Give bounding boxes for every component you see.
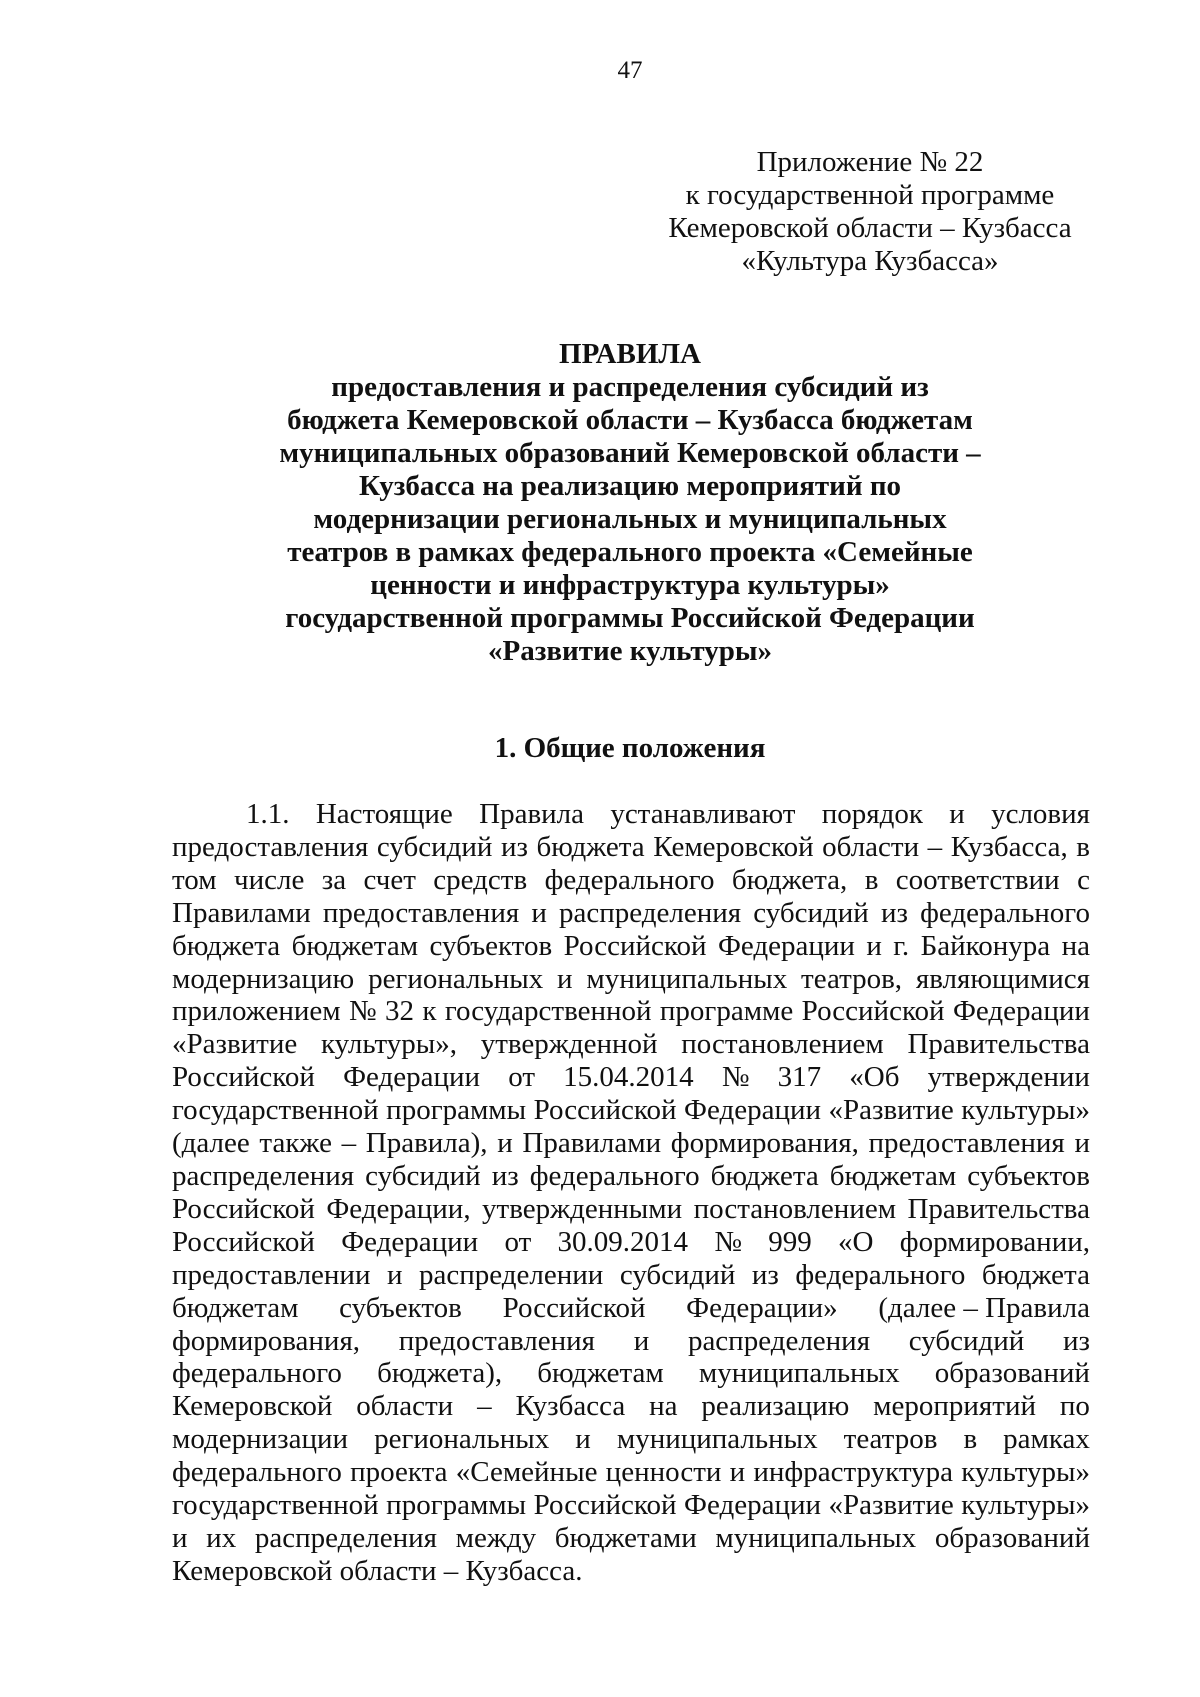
word: из: [1062, 1324, 1090, 1357]
word: к: [422, 995, 437, 1028]
word: из: [751, 1258, 779, 1291]
word: и: [949, 798, 965, 830]
word: региональных: [374, 1423, 550, 1456]
word: №: [348, 995, 377, 1028]
word: субъектов: [339, 1291, 462, 1324]
paragraph-line: [172, 1226, 1090, 1259]
word: Федерации»: [686, 1291, 838, 1324]
word: их: [206, 1521, 237, 1554]
word: федерального: [920, 896, 1090, 929]
word: Кузбасса,: [950, 830, 1068, 863]
word: предоставления: [172, 830, 369, 863]
word: распределении: [419, 1258, 604, 1291]
word: бюджета: [710, 1159, 819, 1192]
appendix-line: «Культура Кузбасса»: [741, 245, 999, 277]
word: модернизации: [172, 1423, 349, 1456]
word: формирования,: [172, 1324, 361, 1357]
word: Байконура: [920, 929, 1051, 962]
title-line: Кузбасса на реализацию мероприятий по: [358, 470, 902, 502]
paragraph-line: [172, 1061, 1090, 1094]
word: формирования,: [670, 1127, 859, 1160]
word: от: [508, 1061, 535, 1094]
word: Российской: [172, 1061, 315, 1094]
word: Правилами: [522, 1127, 662, 1160]
word: программе: [659, 995, 794, 1028]
word: культуры»: [961, 1456, 1090, 1489]
word: Федерации,: [326, 1192, 471, 1225]
title-line: государственной программы Российской Федерации: [285, 602, 975, 634]
word: реализацию: [701, 1390, 850, 1423]
word: субъектов: [429, 929, 553, 962]
paragraph-line: [172, 897, 1090, 930]
word: бюджетам: [829, 1159, 957, 1192]
word: из: [491, 1159, 519, 1192]
word: 317: [777, 1061, 822, 1094]
word: Кемеровской: [653, 830, 814, 863]
word: и: [866, 929, 882, 962]
word: распределения: [254, 1521, 437, 1554]
title-line: муниципальных образований Кемеровской области –: [279, 437, 981, 469]
word: культуры»: [961, 1489, 1090, 1522]
word: модернизацию: [172, 962, 355, 995]
word: субъектов: [967, 1159, 1090, 1192]
page-number: 47: [617, 57, 643, 84]
word: из: [500, 830, 528, 863]
paragraph-line: [172, 798, 1090, 831]
word: Федерации: [684, 1094, 822, 1127]
word: области: [822, 830, 920, 863]
word: федерального: [529, 1159, 700, 1192]
word: 15.04.2014: [563, 1061, 694, 1094]
word: в: [963, 1423, 978, 1456]
word: проекта: [350, 1456, 448, 1489]
word: по: [1059, 1390, 1090, 1423]
word: Российской: [172, 1192, 315, 1225]
word: 32: [385, 995, 414, 1028]
word: театров: [843, 1423, 938, 1456]
word: Российской: [533, 1489, 677, 1522]
word: с: [1077, 863, 1090, 896]
word: 1.1.: [246, 798, 290, 830]
title-heading: ПРАВИЛА: [559, 338, 701, 370]
word: порядок: [821, 798, 923, 830]
word: инфраструктура: [753, 1456, 953, 1489]
word: государственной: [172, 1489, 379, 1522]
word: бюджетам: [172, 1291, 299, 1324]
word: Российской: [533, 1094, 677, 1127]
word: государственной: [444, 995, 652, 1028]
word: предоставления: [398, 1324, 596, 1357]
word: и: [1074, 1127, 1090, 1160]
word: Федерации: [684, 1489, 822, 1522]
word: Кемеровской области – Кузбасса.: [172, 1554, 583, 1587]
word: бюджетам: [291, 929, 419, 962]
appendix-line: Кемеровской области – Кузбасса: [668, 212, 1072, 244]
appendix-block: [640, 146, 1100, 278]
word: рамках: [1003, 1423, 1090, 1456]
title-line: ценности и инфраструктура культуры»: [370, 569, 890, 601]
word: –: [477, 1390, 492, 1423]
word: и: [386, 1258, 403, 1291]
word: «О: [838, 1225, 874, 1258]
word: распределения: [172, 1159, 355, 1192]
paragraph-line: [172, 1555, 1090, 1588]
paragraph-line: [172, 1160, 1090, 1193]
word: федерального: [172, 1357, 342, 1390]
word: «Семейные: [455, 1456, 598, 1489]
word: субсидий: [365, 1159, 481, 1192]
paragraph-line: [172, 1357, 1090, 1390]
word: культуры»,: [320, 1028, 457, 1061]
paragraph-line: [172, 1259, 1090, 1292]
word: Российской: [502, 1291, 646, 1324]
paragraph-line: [172, 1423, 1090, 1456]
word: федерального: [795, 1258, 966, 1291]
word: приложением: [172, 995, 341, 1028]
paragraph-line: [172, 1456, 1090, 1489]
word: федерального: [544, 863, 715, 896]
paragraph-line: [172, 1028, 1090, 1061]
word: на: [649, 1390, 678, 1423]
word: Федерации: [343, 1061, 481, 1094]
paragraph-line: [172, 1094, 1090, 1127]
word: культуры»: [961, 1094, 1090, 1127]
word: области: [356, 1390, 454, 1423]
word: «Развитие: [172, 1028, 298, 1061]
word: являющимися: [915, 962, 1090, 995]
word: предоставлении: [172, 1258, 371, 1291]
word: (далее: [172, 1127, 250, 1160]
word: 30.09.2014: [557, 1225, 689, 1258]
paragraph-1-1: [172, 798, 1090, 1588]
word: образований: [934, 1521, 1090, 1554]
word: за: [321, 863, 347, 896]
word: условия: [991, 798, 1090, 830]
word: между: [455, 1521, 537, 1554]
word: и: [575, 1423, 591, 1456]
word: №: [714, 1225, 742, 1258]
word: мероприятий: [873, 1390, 1036, 1423]
paragraph-line: [172, 930, 1090, 963]
appendix-line: Приложение № 22: [756, 146, 984, 178]
word: утверждении: [927, 1061, 1090, 1094]
word: Федерации: [717, 929, 855, 962]
word: программы: [386, 1094, 527, 1127]
word: 999: [768, 1225, 812, 1258]
word: предоставления: [868, 1127, 1065, 1160]
word: в: [1076, 830, 1090, 863]
paragraph-line: [172, 1390, 1090, 1423]
title-line: «Развитие культуры»: [487, 635, 773, 667]
word: (далее – Правила: [878, 1291, 1090, 1324]
paragraph-line: [172, 1127, 1090, 1160]
word: из: [880, 896, 908, 929]
word: Правила),: [365, 1127, 488, 1160]
word: и: [172, 1521, 188, 1554]
word: средств: [433, 863, 528, 896]
word: региональных: [368, 962, 544, 995]
word: формировании,: [899, 1225, 1090, 1258]
appendix-line: к государственной программе: [685, 179, 1055, 211]
word: муниципальных: [715, 1521, 917, 1554]
word: театров,: [801, 962, 903, 995]
word: утвержденными: [482, 1192, 683, 1225]
word: предоставления: [322, 896, 520, 929]
word: «Об: [849, 1061, 900, 1094]
word: Правительства: [907, 1192, 1090, 1225]
title-line: предоставления и распределения субсидий из: [331, 371, 929, 403]
word: на: [1061, 929, 1090, 962]
word: в: [864, 863, 879, 896]
word: Кузбасса: [515, 1390, 626, 1423]
word: бюджета),: [377, 1357, 503, 1390]
word: субсидий: [619, 1258, 736, 1291]
paragraph-line: [172, 831, 1090, 864]
word: также: [259, 1127, 332, 1160]
word: –: [927, 830, 943, 863]
word: субсидий: [376, 830, 493, 863]
word: Федерации: [952, 995, 1090, 1028]
word: Российской: [563, 929, 707, 962]
title-line: бюджета Кемеровской области – Кузбасса бюджетам: [287, 404, 973, 436]
paragraph-line: [172, 1325, 1090, 1358]
paragraph-line: [172, 995, 1090, 1028]
word: г.: [893, 929, 910, 962]
word: Правилами: [172, 896, 311, 929]
title-line: театров в рамках федерального проекта «Семейные: [287, 536, 973, 568]
word: и: [531, 896, 547, 929]
word: устанавливают: [610, 798, 796, 830]
word: счет: [363, 863, 416, 896]
paragraph-line: [172, 1292, 1090, 1325]
word: бюджета,: [731, 863, 848, 896]
word: образований: [934, 1357, 1090, 1390]
word: постановлением: [681, 1028, 884, 1061]
word: муниципальных: [698, 1357, 900, 1390]
word: «Развитие: [828, 1489, 954, 1522]
word: и: [729, 1456, 746, 1489]
word: –: [341, 1127, 357, 1160]
word: Правительства: [907, 1028, 1090, 1061]
word: субсидий: [908, 1324, 1025, 1357]
paragraph-line: [172, 963, 1090, 996]
word: №: [721, 1061, 750, 1094]
word: субсидий: [753, 896, 869, 929]
document-title: [250, 338, 1010, 668]
paragraph-line: [172, 1489, 1090, 1522]
word: распределения: [687, 1324, 871, 1357]
paragraph-line: [172, 864, 1090, 897]
word: муниципальных: [616, 1423, 818, 1456]
word: ценности: [605, 1456, 722, 1489]
word: Правила: [479, 798, 584, 830]
word: Настоящие: [315, 798, 453, 830]
word: федерального: [172, 1456, 342, 1489]
word: муниципальных: [586, 962, 788, 995]
word: числе: [234, 863, 305, 896]
word: Российской: [801, 995, 945, 1028]
word: бюджета: [172, 929, 281, 962]
word: и: [557, 962, 573, 995]
word: Федерации: [341, 1225, 479, 1258]
word: распределения: [559, 896, 742, 929]
word: государственной: [172, 1094, 379, 1127]
word: бюджета: [981, 1258, 1090, 1291]
word: том: [172, 863, 217, 896]
word: от: [504, 1225, 532, 1258]
title-line: модернизации региональных и муниципальных: [313, 503, 947, 535]
word: бюджетам: [537, 1357, 664, 1390]
word: бюджета: [536, 830, 645, 863]
word: соответствии: [895, 863, 1060, 896]
word: и: [633, 1324, 650, 1357]
paragraph-line: [172, 1522, 1090, 1555]
word: программы: [386, 1489, 527, 1522]
paragraph-line: [172, 1193, 1090, 1226]
word: постановлением: [693, 1192, 897, 1225]
section-heading: 1. Общие положения: [494, 732, 766, 764]
word: «Развитие: [828, 1094, 954, 1127]
word: Российской: [172, 1225, 315, 1258]
word: бюджетами: [554, 1521, 697, 1554]
word: Кемеровской: [172, 1390, 333, 1423]
word: и: [497, 1127, 513, 1160]
word: утвержденной: [480, 1028, 658, 1061]
